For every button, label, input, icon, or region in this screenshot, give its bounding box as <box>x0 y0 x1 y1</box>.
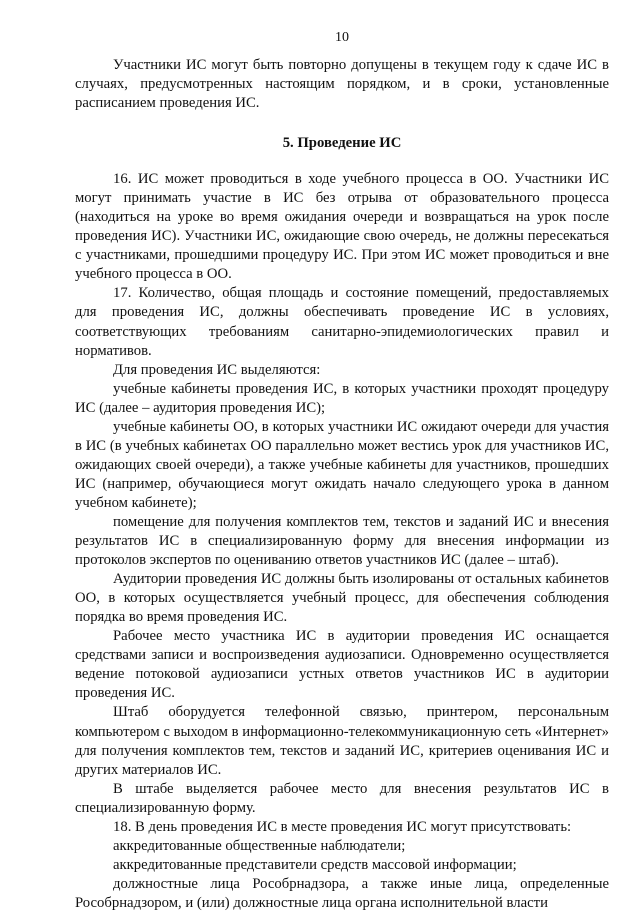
list-item-observers: аккредитованные общественные наблюдатели; <box>113 837 406 854</box>
paragraph-16: 16. ИС может проводиться в ходе учебного процесса в ОО. Участники ИС могут принимать участие в ИС без отрыва от образовательного процесса (находиться на уроке во время ожидания очереди и возвращаться на урок после проведения ИС). Участники ИС, ожидающие свою очередь, не должны пересекаться с участниками, прошедшими процедуру ИС. При этом ИС может проводиться и вне учебного процесса в ОО. <box>75 171 609 283</box>
paragraph-headquarters-workplace: В штабе выделяется рабочее место для внесения результатов ИС в специализированную форму. <box>75 780 609 816</box>
paragraph-allocated-intro: Для проведения ИС выделяются: <box>113 361 321 378</box>
paragraph-waiting-rooms: учебные кабинеты ОО, в которых участники ИС ожидают очереди для участия в ИС (в учебных кабинетах ОО параллельно может вестись урок для участников ИС, ожидающих своей очереди), а также учебные кабинеты для участников, прошедших ИС (например, обучающиеся могут ожидать начало следующего урока в данном учебном кабинете); <box>75 418 609 511</box>
paragraph-18: 18. В день проведения ИС в месте проведения ИС могут присутствовать: <box>113 818 572 835</box>
paragraph-readmission: Участники ИС могут быть повторно допущены в текущем году к сдаче ИС в случаях, предусмотренных настоящим порядком, и в сроки, установленные расписанием проведения ИС. <box>75 57 609 112</box>
paragraph-room-isolation: Аудитории проведения ИС должны быть изолированы от остальных кабинетов ОО, в которых осуществляется учебный процесс, для обеспечения соблюдения порядка во время проведения ИС. <box>75 571 609 626</box>
paragraph-headquarters-equipment: Штаб оборудуется телефонной связью, принтером, персональным компьютером с выходом в информационно-телекоммуникационную сеть «Интернет» для получения комплектов тем, текстов и заданий ИС, критериев оценивания ИС и других материалов ИС. <box>75 704 609 778</box>
list-item-media: аккредитованные представители средств массовой информации; <box>113 856 517 873</box>
list-item-officials: должностные лица Рособрнадзора, а также иные лица, определенные Рособрнадзором, и (или) должностные лица органа исполнительной власти <box>75 875 609 911</box>
paragraph-17: 17. Количество, общая площадь и состояние помещений, предоставляемых для проведения ИС, должны обеспечивать проведение ИС в условиях, соответствующих требованиям санитарно-эпидемиологических правил и нормативов. <box>75 285 609 359</box>
section-heading: 5. Проведение ИС <box>282 135 402 152</box>
paragraph-exam-rooms: учебные кабинеты проведения ИС, в которых участники проходят процедуру ИС (далее – аудитория проведения ИС); <box>75 380 609 416</box>
paragraph-workplace-equipment: Рабочее место участника ИС в аудитории проведения ИС оснащается средствами записи и воспроизведения аудиозаписи. Одновременно осуществляется ведение потоковой аудиозаписи устных ответов участников ИС в аудитории проведения ИС. <box>75 628 609 702</box>
paragraph-headquarters-room: помещение для получения комплектов тем, текстов и заданий ИС и внесения результатов ИС в специализированную форму для внесения информации из протоколов экспертов по оцениванию ответов участников ИС (далее – штаб). <box>75 513 609 569</box>
page-number: 10 <box>335 30 349 45</box>
